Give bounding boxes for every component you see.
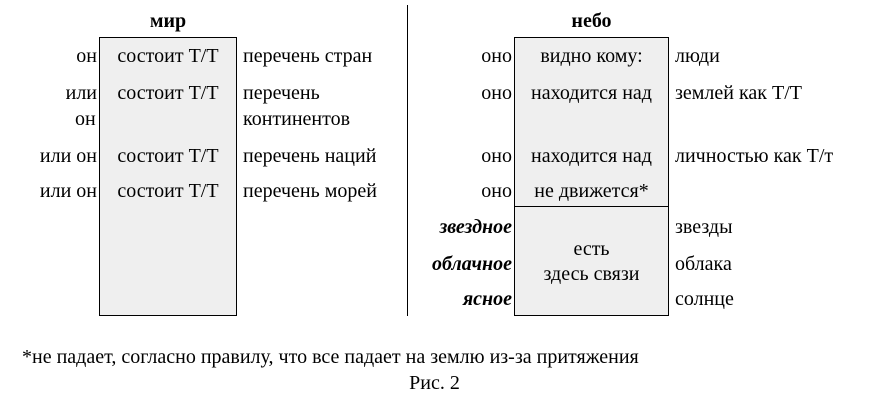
left-title: мир: [149, 10, 187, 32]
right-row-4-subject: оно: [481, 180, 512, 202]
left-row-3-subject: или он: [39, 145, 97, 167]
right-row-2-object: землей как Т/Т: [675, 82, 802, 104]
quality-cloudy: облачное: [432, 253, 512, 275]
left-row-3-relation: состоит Т/Т: [117, 145, 219, 167]
right-row-3-object: личностью как Т/т: [675, 145, 834, 167]
right-row-3-relation: находится над: [531, 145, 652, 167]
right-row-3-subject: оно: [481, 145, 512, 167]
left-row-1-object: перечень стран: [243, 45, 373, 67]
left-row-4-subject: или он: [39, 180, 97, 202]
right-row-2-subject: оно: [481, 82, 512, 104]
footnote: *не падает, согласно правилу, что все падает на землю из-за притяжения: [22, 346, 639, 368]
object-clouds: облака: [675, 253, 732, 275]
object-sun: солнце: [675, 288, 734, 310]
left-row-2-object-line1: перечень: [243, 82, 320, 104]
left-row-2-subject-line2: он: [75, 108, 96, 130]
quality-clear: ясное: [462, 288, 512, 310]
left-row-2-relation: состоит Т/Т: [117, 82, 219, 104]
link-label-line1: есть: [573, 238, 610, 260]
quality-starry: звездное: [439, 216, 512, 238]
left-row-2-object-line2: континентов: [243, 108, 351, 130]
link-label-line2: здесь связи: [543, 263, 640, 285]
left-row-1-relation: состоит Т/Т: [117, 45, 219, 67]
figure-caption: Рис. 2: [409, 372, 460, 394]
left-box: [99, 37, 237, 316]
right-row-4-relation: не движется*: [534, 180, 649, 202]
right-title: небо: [571, 10, 612, 32]
left-row-1-subject: он: [76, 45, 97, 67]
object-stars: звезды: [675, 216, 733, 238]
right-box-separator: [514, 206, 669, 207]
right-row-1-relation: видно кому:: [540, 45, 643, 67]
right-row-2-relation: находится над: [531, 82, 652, 104]
left-row-4-object: перечень морей: [243, 180, 377, 202]
left-row-3-object: перечень наций: [243, 145, 377, 167]
left-row-4-relation: состоит Т/Т: [117, 180, 219, 202]
left-row-2-subject-line1: или: [65, 82, 97, 104]
right-row-1-object: люди: [675, 45, 720, 67]
right-row-1-subject: оно: [481, 45, 512, 67]
